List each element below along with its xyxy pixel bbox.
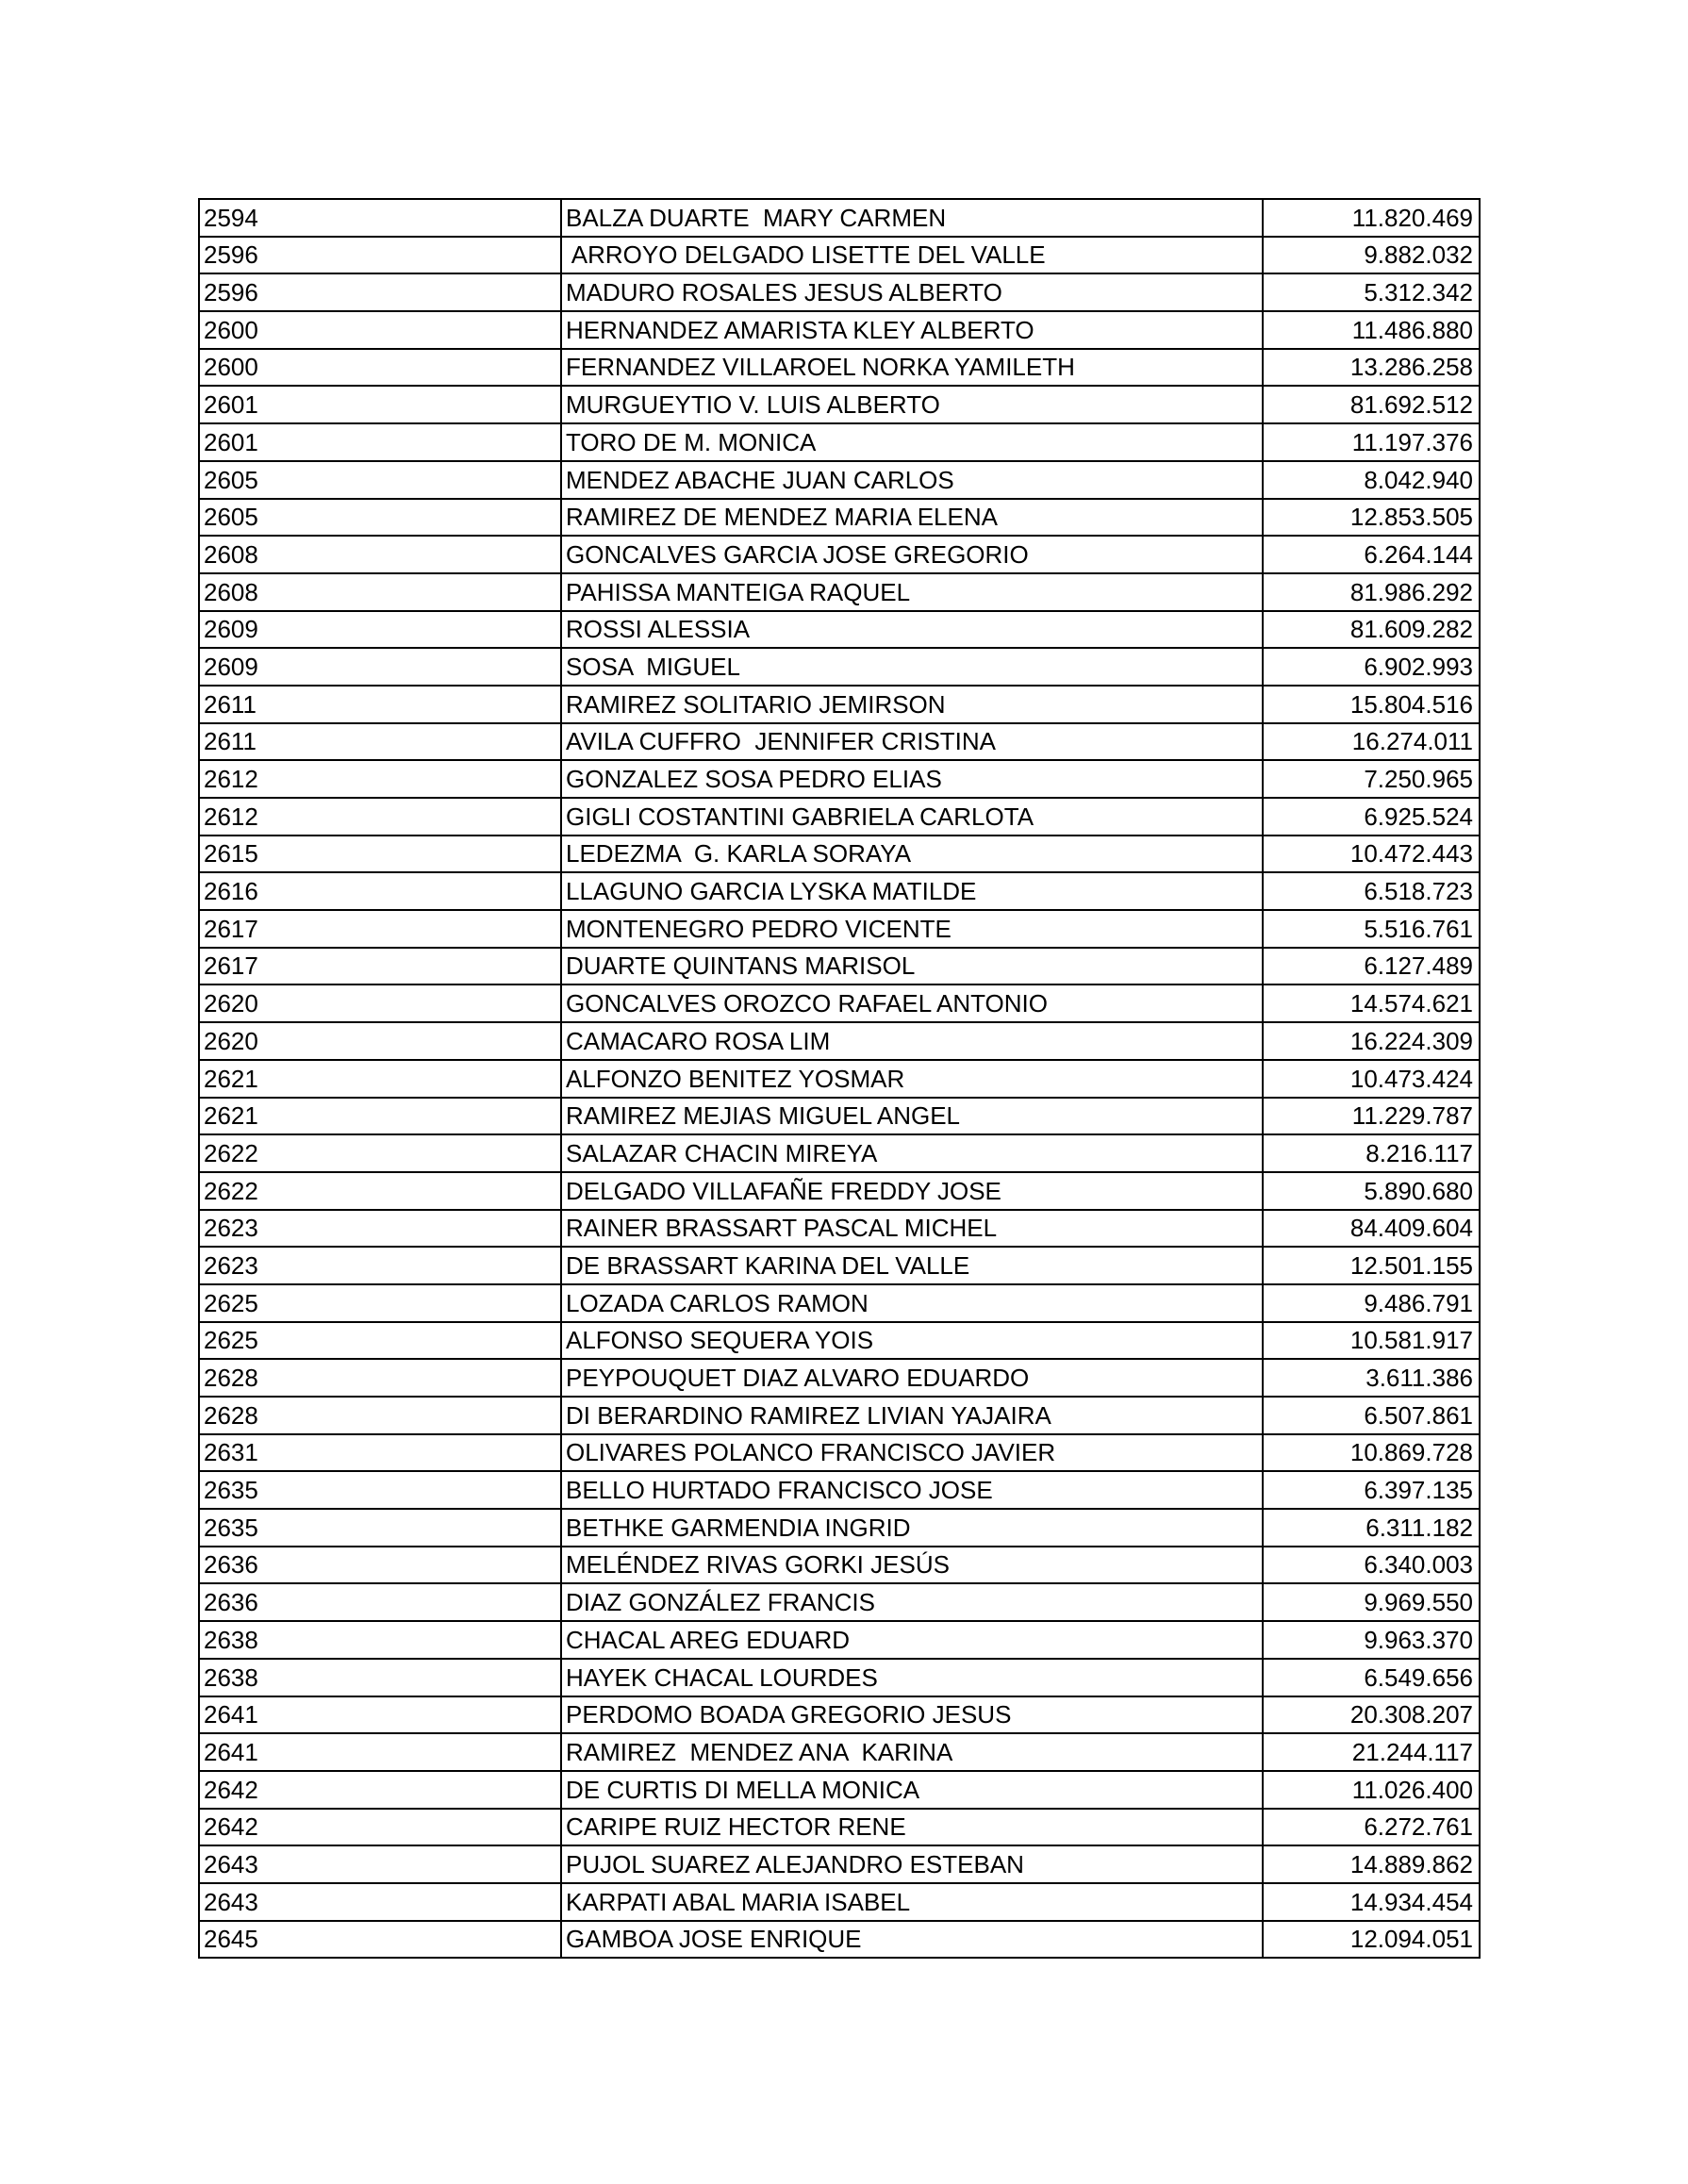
code-cell: 2642 xyxy=(199,1809,561,1846)
name-cell: RAMIREZ DE MENDEZ MARIA ELENA xyxy=(561,499,1263,537)
code-cell: 2594 xyxy=(199,199,561,237)
table-row xyxy=(199,723,1480,761)
amount-cell: 10.869.728 xyxy=(1263,1434,1480,1472)
amount-cell: 11.229.787 xyxy=(1263,1098,1480,1135)
name-cell: PERDOMO BOADA GREGORIO JESUS xyxy=(561,1696,1263,1734)
name-cell: ROSSI ALESSIA xyxy=(561,611,1263,649)
table-row xyxy=(199,872,1480,910)
code-cell: 2638 xyxy=(199,1659,561,1696)
table-row xyxy=(199,1583,1480,1621)
code-cell: 2636 xyxy=(199,1583,561,1621)
name-cell: DI BERARDINO RAMIREZ LIVIAN YAJAIRA xyxy=(561,1397,1263,1434)
code-cell: 2645 xyxy=(199,1921,561,1959)
amount-cell: 81.986.292 xyxy=(1263,573,1480,611)
table-row xyxy=(199,1359,1480,1397)
code-cell: 2641 xyxy=(199,1696,561,1734)
table-row xyxy=(199,1022,1480,1060)
code-cell: 2601 xyxy=(199,423,561,461)
name-cell: FERNANDEZ VILLAROEL NORKA YAMILETH xyxy=(561,349,1263,387)
name-cell: RAMIREZ MEJIAS MIGUEL ANGEL xyxy=(561,1098,1263,1135)
table-row xyxy=(199,1921,1480,1959)
amount-cell: 9.963.370 xyxy=(1263,1621,1480,1659)
table-row xyxy=(199,237,1480,274)
amount-cell: 84.409.604 xyxy=(1263,1210,1480,1248)
code-cell: 2622 xyxy=(199,1172,561,1210)
records-table-body xyxy=(199,199,1480,1958)
table-row xyxy=(199,1547,1480,1584)
amount-cell: 13.286.258 xyxy=(1263,349,1480,387)
table-row xyxy=(199,1172,1480,1210)
code-cell: 2609 xyxy=(199,611,561,649)
table-row xyxy=(199,1621,1480,1659)
amount-cell: 9.882.032 xyxy=(1263,237,1480,274)
code-cell: 2621 xyxy=(199,1060,561,1098)
amount-cell: 8.216.117 xyxy=(1263,1134,1480,1172)
table-row xyxy=(199,499,1480,537)
code-cell: 2611 xyxy=(199,723,561,761)
code-cell: 2623 xyxy=(199,1247,561,1284)
table-row xyxy=(199,1210,1480,1248)
table-row xyxy=(199,686,1480,723)
name-cell: PAHISSA MANTEIGA RAQUEL xyxy=(561,573,1263,611)
amount-cell: 10.473.424 xyxy=(1263,1060,1480,1098)
amount-cell: 5.312.342 xyxy=(1263,273,1480,311)
table-row xyxy=(199,423,1480,461)
code-cell: 2617 xyxy=(199,910,561,948)
table-row xyxy=(199,648,1480,686)
name-cell: TORO DE M. MONICA xyxy=(561,423,1263,461)
amount-cell: 14.934.454 xyxy=(1263,1883,1480,1921)
name-cell: GONZALEZ SOSA PEDRO ELIAS xyxy=(561,760,1263,798)
name-cell: CHACAL AREG EDUARD xyxy=(561,1621,1263,1659)
code-cell: 2615 xyxy=(199,836,561,873)
name-cell: DE CURTIS DI MELLA MONICA xyxy=(561,1771,1263,1809)
code-cell: 2601 xyxy=(199,386,561,423)
table-row xyxy=(199,349,1480,387)
code-cell: 2623 xyxy=(199,1210,561,1248)
table-row xyxy=(199,760,1480,798)
amount-cell: 6.272.761 xyxy=(1263,1809,1480,1846)
name-cell: RAINER BRASSART PASCAL MICHEL xyxy=(561,1210,1263,1248)
name-cell: DE BRASSART KARINA DEL VALLE xyxy=(561,1247,1263,1284)
records-table-container xyxy=(198,198,1479,1959)
code-cell: 2625 xyxy=(199,1322,561,1360)
code-cell: 2608 xyxy=(199,573,561,611)
table-row xyxy=(199,536,1480,573)
table-row xyxy=(199,1247,1480,1284)
code-cell: 2643 xyxy=(199,1845,561,1883)
code-cell: 2611 xyxy=(199,686,561,723)
name-cell: CAMACARO ROSA LIM xyxy=(561,1022,1263,1060)
name-cell: GONCALVES GARCIA JOSE GREGORIO xyxy=(561,536,1263,573)
name-cell: BETHKE GARMENDIA INGRID xyxy=(561,1509,1263,1547)
table-row xyxy=(199,1098,1480,1135)
name-cell: BALZA DUARTE MARY CARMEN xyxy=(561,199,1263,237)
name-cell: SOSA MIGUEL xyxy=(561,648,1263,686)
code-cell: 2600 xyxy=(199,311,561,349)
table-row xyxy=(199,1883,1480,1921)
amount-cell: 14.574.621 xyxy=(1263,984,1480,1022)
amount-cell: 12.094.051 xyxy=(1263,1921,1480,1959)
name-cell: ARROYO DELGADO LISETTE DEL VALLE xyxy=(561,237,1263,274)
name-cell: AVILA CUFFRO JENNIFER CRISTINA xyxy=(561,723,1263,761)
amount-cell: 6.127.489 xyxy=(1263,948,1480,985)
code-cell: 2612 xyxy=(199,760,561,798)
code-cell: 2612 xyxy=(199,798,561,836)
name-cell: RAMIREZ SOLITARIO JEMIRSON xyxy=(561,686,1263,723)
table-row xyxy=(199,1434,1480,1472)
name-cell: MURGUEYTIO V. LUIS ALBERTO xyxy=(561,386,1263,423)
code-cell: 2641 xyxy=(199,1733,561,1771)
table-row xyxy=(199,1322,1480,1360)
name-cell: HAYEK CHACAL LOURDES xyxy=(561,1659,1263,1696)
code-cell: 2622 xyxy=(199,1134,561,1172)
table-row xyxy=(199,1134,1480,1172)
table-row xyxy=(199,1809,1480,1846)
amount-cell: 11.026.400 xyxy=(1263,1771,1480,1809)
name-cell: HERNANDEZ AMARISTA KLEY ALBERTO xyxy=(561,311,1263,349)
name-cell: ALFONSO SEQUERA YOIS xyxy=(561,1322,1263,1360)
code-cell: 2600 xyxy=(199,349,561,387)
code-cell: 2621 xyxy=(199,1098,561,1135)
amount-cell: 16.224.309 xyxy=(1263,1022,1480,1060)
name-cell: MELÉNDEZ RIVAS GORKI JESÚS xyxy=(561,1547,1263,1584)
amount-cell: 20.308.207 xyxy=(1263,1696,1480,1734)
name-cell: PEYPOUQUET DIAZ ALVARO EDUARDO xyxy=(561,1359,1263,1397)
name-cell: LLAGUNO GARCIA LYSKA MATILDE xyxy=(561,872,1263,910)
amount-cell: 9.486.791 xyxy=(1263,1284,1480,1322)
table-row xyxy=(199,1771,1480,1809)
amount-cell: 7.250.965 xyxy=(1263,760,1480,798)
amount-cell: 6.549.656 xyxy=(1263,1659,1480,1696)
code-cell: 2609 xyxy=(199,648,561,686)
amount-cell: 15.804.516 xyxy=(1263,686,1480,723)
amount-cell: 10.581.917 xyxy=(1263,1322,1480,1360)
table-row xyxy=(199,611,1480,649)
code-cell: 2620 xyxy=(199,1022,561,1060)
name-cell: GONCALVES OROZCO RAFAEL ANTONIO xyxy=(561,984,1263,1022)
amount-cell: 6.507.861 xyxy=(1263,1397,1480,1434)
name-cell: DIAZ GONZÁLEZ FRANCIS xyxy=(561,1583,1263,1621)
table-row xyxy=(199,910,1480,948)
name-cell: SALAZAR CHACIN MIREYA xyxy=(561,1134,1263,1172)
amount-cell: 6.264.144 xyxy=(1263,536,1480,573)
name-cell: OLIVARES POLANCO FRANCISCO JAVIER xyxy=(561,1434,1263,1472)
name-cell: MADURO ROSALES JESUS ALBERTO xyxy=(561,273,1263,311)
table-row xyxy=(199,461,1480,499)
table-row xyxy=(199,311,1480,349)
name-cell: GIGLI COSTANTINI GABRIELA CARLOTA xyxy=(561,798,1263,836)
name-cell: RAMIREZ MENDEZ ANA KARINA xyxy=(561,1733,1263,1771)
table-row xyxy=(199,1471,1480,1509)
table-row xyxy=(199,1733,1480,1771)
amount-cell: 11.197.376 xyxy=(1263,423,1480,461)
table-row xyxy=(199,386,1480,423)
code-cell: 2628 xyxy=(199,1359,561,1397)
table-row xyxy=(199,1659,1480,1696)
name-cell: DELGADO VILLAFAÑE FREDDY JOSE xyxy=(561,1172,1263,1210)
table-row xyxy=(199,1845,1480,1883)
name-cell: CARIPE RUIZ HECTOR RENE xyxy=(561,1809,1263,1846)
amount-cell: 12.853.505 xyxy=(1263,499,1480,537)
table-row xyxy=(199,1284,1480,1322)
amount-cell: 6.902.993 xyxy=(1263,648,1480,686)
records-table xyxy=(198,198,1481,1959)
amount-cell: 81.609.282 xyxy=(1263,611,1480,649)
table-row xyxy=(199,273,1480,311)
table-row xyxy=(199,798,1480,836)
table-row xyxy=(199,199,1480,237)
amount-cell: 5.890.680 xyxy=(1263,1172,1480,1210)
code-cell: 2643 xyxy=(199,1883,561,1921)
code-cell: 2625 xyxy=(199,1284,561,1322)
name-cell: KARPATI ABAL MARIA ISABEL xyxy=(561,1883,1263,1921)
table-row xyxy=(199,1060,1480,1098)
code-cell: 2608 xyxy=(199,536,561,573)
amount-cell: 6.397.135 xyxy=(1263,1471,1480,1509)
amount-cell: 21.244.117 xyxy=(1263,1733,1480,1771)
code-cell: 2596 xyxy=(199,273,561,311)
name-cell: LOZADA CARLOS RAMON xyxy=(561,1284,1263,1322)
name-cell: MONTENEGRO PEDRO VICENTE xyxy=(561,910,1263,948)
code-cell: 2636 xyxy=(199,1547,561,1584)
code-cell: 2631 xyxy=(199,1434,561,1472)
amount-cell: 6.311.182 xyxy=(1263,1509,1480,1547)
amount-cell: 11.486.880 xyxy=(1263,311,1480,349)
amount-cell: 6.518.723 xyxy=(1263,872,1480,910)
amount-cell: 8.042.940 xyxy=(1263,461,1480,499)
table-row xyxy=(199,573,1480,611)
code-cell: 2605 xyxy=(199,461,561,499)
amount-cell: 12.501.155 xyxy=(1263,1247,1480,1284)
amount-cell: 6.925.524 xyxy=(1263,798,1480,836)
code-cell: 2638 xyxy=(199,1621,561,1659)
amount-cell: 5.516.761 xyxy=(1263,910,1480,948)
code-cell: 2596 xyxy=(199,237,561,274)
amount-cell: 11.820.469 xyxy=(1263,199,1480,237)
amount-cell: 14.889.862 xyxy=(1263,1845,1480,1883)
name-cell: LEDEZMA G. KARLA SORAYA xyxy=(561,836,1263,873)
code-cell: 2605 xyxy=(199,499,561,537)
code-cell: 2642 xyxy=(199,1771,561,1809)
table-row xyxy=(199,1509,1480,1547)
table-row xyxy=(199,1397,1480,1434)
code-cell: 2628 xyxy=(199,1397,561,1434)
name-cell: PUJOL SUAREZ ALEJANDRO ESTEBAN xyxy=(561,1845,1263,1883)
table-row xyxy=(199,1696,1480,1734)
amount-cell: 10.472.443 xyxy=(1263,836,1480,873)
amount-cell: 3.611.386 xyxy=(1263,1359,1480,1397)
code-cell: 2616 xyxy=(199,872,561,910)
code-cell: 2635 xyxy=(199,1509,561,1547)
code-cell: 2635 xyxy=(199,1471,561,1509)
code-cell: 2620 xyxy=(199,984,561,1022)
table-row xyxy=(199,984,1480,1022)
name-cell: DUARTE QUINTANS MARISOL xyxy=(561,948,1263,985)
table-row xyxy=(199,836,1480,873)
table-row xyxy=(199,948,1480,985)
amount-cell: 6.340.003 xyxy=(1263,1547,1480,1584)
name-cell: GAMBOA JOSE ENRIQUE xyxy=(561,1921,1263,1959)
name-cell: MENDEZ ABACHE JUAN CARLOS xyxy=(561,461,1263,499)
amount-cell: 16.274.011 xyxy=(1263,723,1480,761)
amount-cell: 81.692.512 xyxy=(1263,386,1480,423)
name-cell: BELLO HURTADO FRANCISCO JOSE xyxy=(561,1471,1263,1509)
amount-cell: 9.969.550 xyxy=(1263,1583,1480,1621)
name-cell: ALFONZO BENITEZ YOSMAR xyxy=(561,1060,1263,1098)
code-cell: 2617 xyxy=(199,948,561,985)
